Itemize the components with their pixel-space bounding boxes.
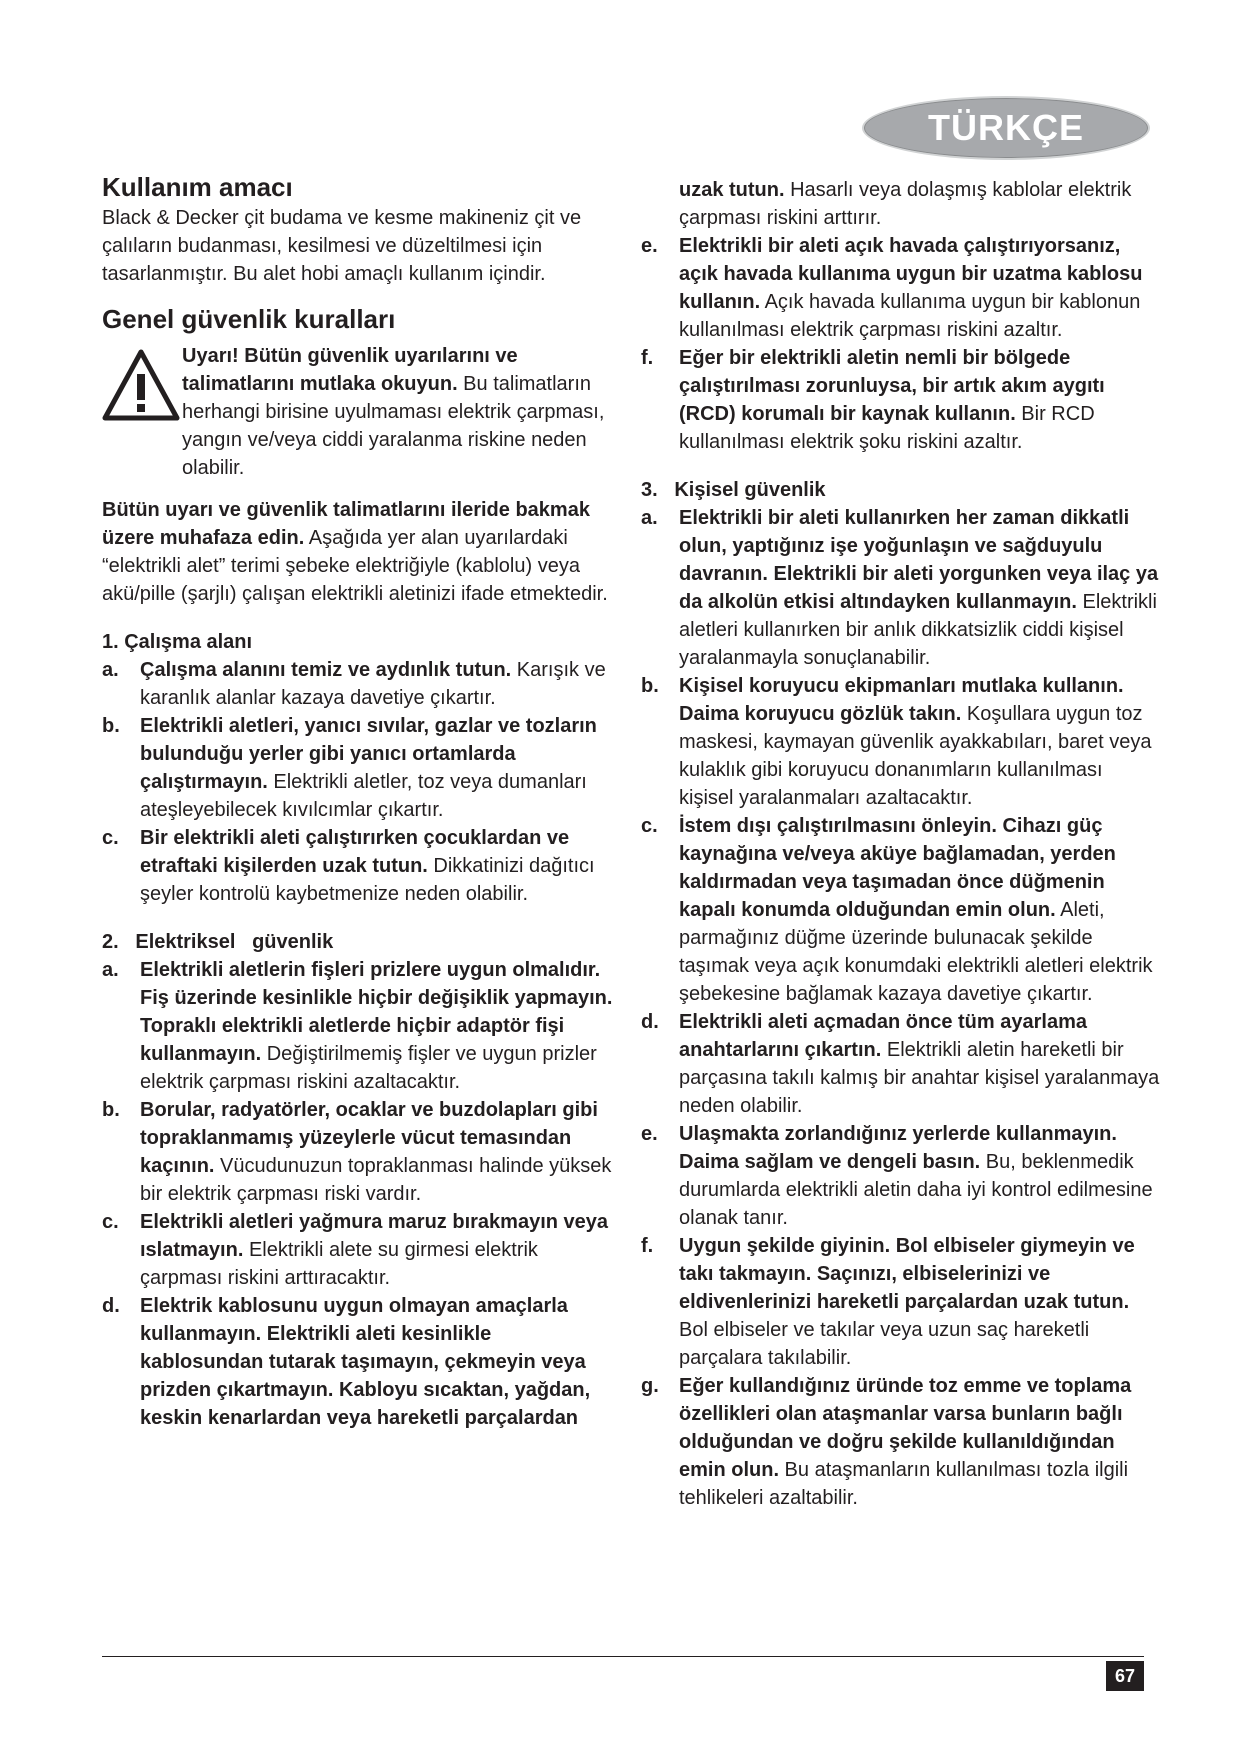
- list-item: b. Elektrikli aletleri, yanıcı sıvılar, gazlar ve tozların bulunduğu yerler gibi yanıcı ortamlarda çalıştırmayın. Elektrikli aletler, toz veya dumanları ateşleyebilecek kıvılcımlar çıkartır.: [102, 715, 597, 821]
- language-badge: TÜRKÇE: [862, 96, 1150, 160]
- right-column: [641, 176, 1161, 1512]
- list-item: c. Elektrikli aletleri yağmura maruz bırakmayın veya ıslatmayın. Elektrikli alete su girmesi elektrik çarpması riskini arttıracaktır.: [102, 1211, 609, 1289]
- list-item: c. İstem dışı çalıştırılmasını önleyin. Cihazı güç kaynağına ve/veya aküye bağlamadan, yerden kaldırmadan veya taşımadan önce düğmenin kapalı konumda olduğundan emin olun. Aleti, parmağınız düğme üzerinde bulunacak şekilde taşımak veya açık konumdaki elektrikli aletleri elektrik şebekesine bağlamak kazaya davetiye çıkartır.: [641, 815, 1153, 1005]
- list-item: f. Uygun şekilde giyinin. Bol elbiseler giymeyin ve takı takmayın. Saçınızı, elbiselerinizi ve eldivenlerinizi hareketli parçalardan uzak tutun. Bol elbiseler ve takılar veya uzun saç hareketli parçalara takılabilir.: [641, 1235, 1135, 1369]
- list-item: a. Elektrikli aletlerin fişleri prizlere uygun olmalıdır. Fiş üzerinde kesinlikle hiçbir değişiklik yapmayın. Topraklı elektrikli aletlerde hiçbir adaptör fişi kullanmayın. Değiştirilmemiş fişler ve uygun prizler elektrik çarpması riskini azaltacaktır.: [102, 959, 613, 1093]
- list-item: a. Çalışma alanını temiz ve aydınlık tutun. Karışık ve karanlık alanlar kazaya davetiye çıkartır.: [102, 659, 606, 709]
- list-item: e. Ulaşmakta zorlandığınız yerlerde kullanmayın. Daima sağlam ve dengeli basın. Bu, beklenmedik durumlarda elektrikli aletin daha iyi kontrol edilmesine olanak tanır.: [641, 1123, 1153, 1229]
- warning-text: Uyarı! Bütün güvenlik uyarılarını ve talimatlarını mutlaka okuyun. Bu talimatların herhangi birisine uyulmaması elektrik çarpması, yangın ve/veya ciddi yaralanma riskine neden olabilir.: [182, 345, 605, 479]
- personal-safety-heading: 3. Kişisel güvenlik: [641, 479, 826, 501]
- left-column: [102, 170, 614, 1432]
- work-area-heading: 1. Çalışma alanı: [102, 631, 253, 653]
- keep-instructions-text: Bütün uyarı ve güvenlik talimatlarını ileride bakmak üzere muhafaza edin. Aşağıda yer alan uyarılardaki “elektrikli alet” terimi şebeke elektriğiyle (kablolu) veya akü/pille (şarjlı) çalışan elektrikli aletinizi ifade etmektedir.: [102, 499, 608, 605]
- list-item: c. Bir elektrikli aleti çalıştırırken çocuklardan ve etraftaki kişilerden uzak tutun. Dikkatinizi dağıtıcı şeyler kontrolü kaybetmenize neden olabilir.: [102, 827, 595, 905]
- list-item: f. Eğer bir elektrikli aletin nemli bir bölgede çalıştırılması zorunluysa, bir artık akım aygıtı (RCD) korumalı bir kaynak kullanın. Bir RCD kullanılması elektrik şoku riskini azaltır.: [641, 347, 1105, 453]
- general-safety-heading: Genel güvenlik kuralları: [102, 304, 396, 334]
- electrical-safety-heading: 2. Elektriksel güvenlik: [102, 931, 334, 953]
- page-number: 67: [1106, 1661, 1144, 1691]
- intended-use-text: Black & Decker çit budama ve kesme makineniz çit ve çalıların budanması, kesilmesi ve düzeltilmesi için tasarlanmıştır. Bu alet hobi amaçlı kullanım içindir.: [102, 207, 582, 285]
- list-item: e. Elektrikli bir aleti açık havada çalıştırıyorsanız, açık havada kullanıma uygun bir uzatma kablosu kullanın. Açık havada kullanıma uygun bir kablonun kullanılması elektrik çarpması riskini azaltır.: [641, 235, 1143, 341]
- list-item: a. Elektrikli bir aleti kullanırken her zaman dikkatli olun, yaptığınız işe yoğunlaşın ve sağduyulu davranın. Elektrikli bir aleti yorgunken veya ilaç ya da alkolün etkisi altındayken kullanmayın. Elektrikli aletleri kullanırken bir anlık dikkatsizlik ciddi kişisel yaralanmayla sonuçlanabilir.: [641, 507, 1159, 669]
- warning-triangle-icon: [102, 348, 180, 422]
- list-item: d. Elektrik kablosunu uygun olmayan amaçlarla kullanmayın. Elektrikli aleti kesinlikle kablosundan tutarak taşımayın, çekmeyin veya prizden çıkartmayın. Kabloyu sıcaktan, yağdan, keskin kenarlardan veya hareketli parçalardan: [102, 1295, 591, 1429]
- list-item: b. Kişisel koruyucu ekipmanları mutlaka kullanın. Daima koruyucu gözlük takın. Koşullara uygun toz maskesi, kaymayan güvenlik ayakkabıları, baret veya kulaklık gibi koruyucu donanımların kullanılması kişisel yaralanmaları azaltacaktır.: [641, 675, 1152, 809]
- footer-divider: [102, 1656, 1144, 1657]
- list-item: d. Elektrikli aleti açmadan önce tüm ayarlama anahtarlarını çıkartın. Elektrikli aletin hareketli bir parçasına takılı kalmış bir anahtar kişisel yaralanmaya neden olabilir.: [641, 1011, 1160, 1117]
- intended-use-heading: Kullanım amacı: [102, 172, 293, 202]
- list-item: b. Borular, radyatörler, ocaklar ve buzdolapları gibi topraklanmamış yüzeylerle vücut temasından kaçının. Vücudunuzun topraklanması halinde yüksek bir elektrik çarpması riski vardır.: [102, 1099, 612, 1205]
- warning-block: [102, 342, 614, 482]
- list-item: g. Eğer kullandığınız üründe toz emme ve toplama özellikleri olan ataşmanlar varsa bunların bağlı olduğundan ve doğru şekilde kullanıldığından emin olun. Bu ataşmanların kullanılması tozla ilgili tehlikeleri azaltabilir.: [641, 1375, 1132, 1509]
- list-item-continuation: uzak tutun. Hasarlı veya dolaşmış kablolar elektrik çarpması riskini arttırır.: [679, 179, 1132, 229]
